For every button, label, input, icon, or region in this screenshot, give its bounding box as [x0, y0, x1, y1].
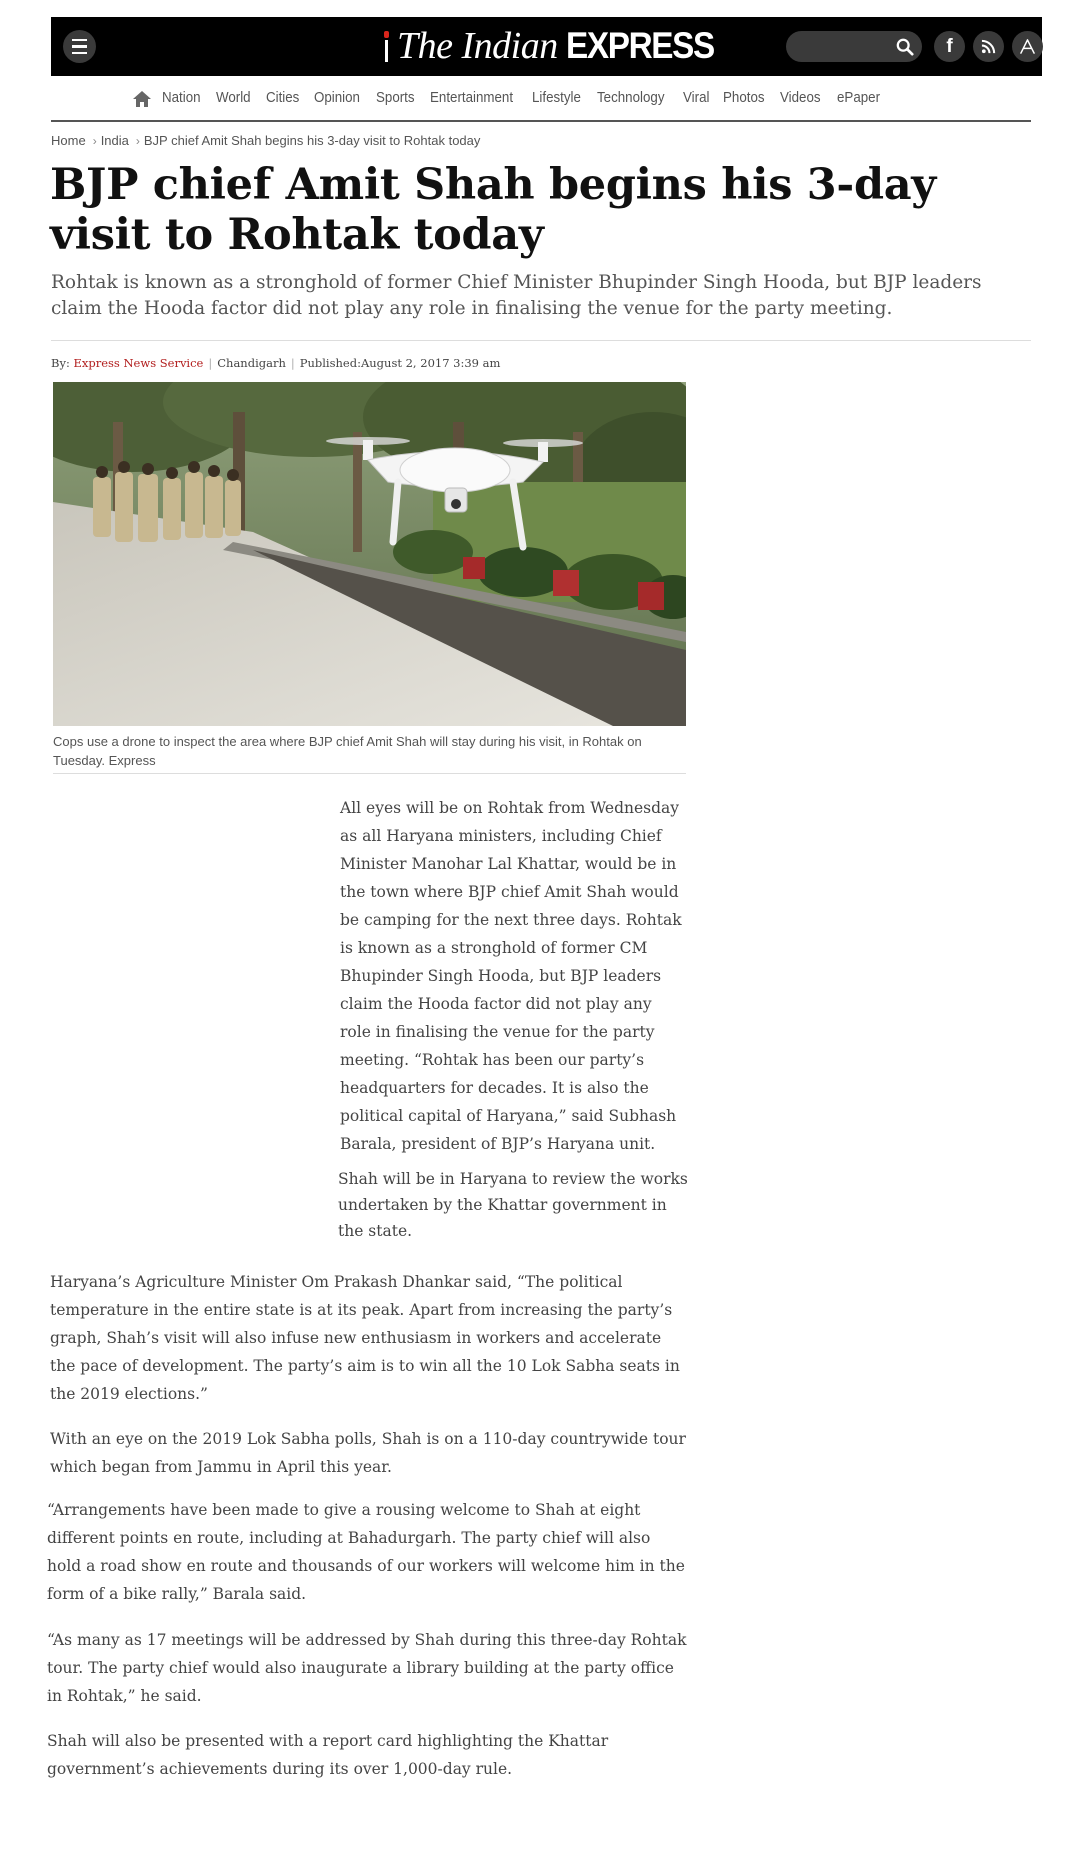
nav-item-videos[interactable]: Videos — [780, 90, 822, 106]
nav-item-epaper[interactable]: ePaper — [836, 90, 880, 106]
nav-item-sports[interactable]: Sports — [375, 90, 415, 106]
breadcrumb-current: BJP chief Amit Shah begins his 3-day visit to Rohtak today — [143, 133, 481, 148]
menu-line — [72, 39, 87, 42]
article-paragraph: “Arrangements have been made to give a rousing welcome to Shah at eight different points en route, including at Bahadurgarh. The party chief will also hold a road show en route and thousands of our workers will welcome him in the form of a bike rally,” Barala said. — [47, 1501, 685, 1603]
nav-item-world[interactable]: World — [215, 90, 251, 106]
byline-author-link[interactable]: Express News Service — [73, 356, 204, 370]
search-box — [786, 31, 922, 62]
synopsis-divider — [51, 340, 1031, 341]
byline-separator: | — [290, 356, 295, 370]
app-store-icon[interactable] — [1012, 31, 1043, 62]
breadcrumb — [51, 133, 480, 148]
article-headline: BJP chief Amit Shah begins his 3-day visit to Rohtak today — [50, 160, 936, 260]
nav-item-nation[interactable]: Nation — [162, 90, 201, 106]
article-photo — [53, 382, 686, 726]
article-paragraph: “As many as 17 meetings will be addressed by Shah during this three-day Rohtak tour. The party chief would also inaugurate a library building at the party office in Rohtak,” he said. — [47, 1631, 687, 1705]
nav-divider — [51, 120, 1031, 122]
rss-icon[interactable] — [973, 31, 1004, 62]
breadcrumb-section[interactable]: India — [100, 133, 129, 148]
nav-item-photos[interactable]: Photos — [723, 90, 765, 106]
drone-photo-illustration — [53, 382, 686, 726]
hamburger-menu-button[interactable] — [63, 30, 96, 63]
article-paragraph: Shah will also be presented with a report card highlighting the Khattar government’s achievements during its over 1,000-day rule. — [47, 1732, 609, 1778]
photo-caption: Cops use a drone to inspect the area where BJP chief Amit Shah will stay during his visit, in Rohtak on Tuesday. Express — [53, 734, 642, 768]
byline-published: Published:August 2, 2017 3:39 am — [299, 356, 501, 370]
byline-prefix: By: — [51, 356, 70, 370]
logo-text-italic: The Indian — [397, 25, 558, 67]
logo-text-bold: EXPRESS — [565, 25, 714, 66]
article-synopsis: Rohtak is known as a stronghold of former Chief Minister Bhupinder Singh Hooda, but BJP leaders claim the Hooda factor did not play any role in finalising the venue for the party meeting. — [51, 272, 982, 319]
search-icon[interactable] — [896, 38, 914, 56]
nav-item-technology[interactable]: Technology — [597, 90, 665, 106]
article-paragraph: Haryana’s Agriculture Minister Om Prakash Dhankar said, “The political temperature in the entire state is at its peak. Apart from increasing the party’s graph, Shah’s visit will also infuse new enthusiasm in workers and accelerate the pace of development. The party’s aim is to win all the 10 Lok Sabha seats in the 2019 elections.” — [50, 1273, 680, 1403]
main-nav — [132, 86, 895, 110]
byline-separator: | — [208, 356, 213, 370]
facebook-icon[interactable]: f — [934, 31, 965, 62]
home-icon[interactable] — [132, 90, 152, 108]
search-input[interactable] — [796, 35, 886, 58]
site-logo[interactable] — [381, 23, 730, 69]
article-paragraph: Shah will be in Haryana to review the works undertaken by the Khattar government in the state. — [338, 1170, 688, 1240]
article-byline — [51, 356, 500, 370]
menu-line — [72, 45, 87, 48]
nav-item-lifestyle[interactable]: Lifestyle — [531, 90, 581, 106]
caption-divider — [53, 773, 686, 774]
breadcrumb-separator-icon: › — [92, 134, 97, 148]
breadcrumb-separator-icon: › — [135, 134, 140, 148]
byline-location: Chandigarh — [217, 356, 286, 370]
nav-item-cities[interactable]: Cities — [265, 90, 299, 106]
logo-pen-icon — [381, 29, 391, 63]
article-paragraph: All eyes will be on Rohtak from Wednesday as all Haryana ministers, including Chief Minister Manohar Lal Khattar, would be in the town where BJP chief Amit Shah would be camping for the next three days. Rohtak is known as a stronghold of former CM Bhupinder Singh Hooda, but BJP leaders claim the Hooda factor did not play any role in finalising the venue for the party meeting. “Rohtak has been our party’s headquarters for decades. It is also the political capital of Haryana,” said Subhash Barala, president of BJP’s Haryana unit. — [340, 799, 682, 1153]
nav-item-entertainment[interactable]: Entertainment — [429, 90, 513, 106]
nav-item-opinion[interactable]: Opinion — [313, 90, 360, 106]
menu-line — [72, 52, 87, 55]
nav-item-viral[interactable]: Viral — [682, 90, 709, 106]
site-header — [51, 17, 1042, 76]
article-paragraph: With an eye on the 2019 Lok Sabha polls, Shah is on a 110-day countrywide tour which began from Jammu in April this year. — [50, 1430, 686, 1476]
breadcrumb-home[interactable]: Home — [51, 133, 86, 148]
